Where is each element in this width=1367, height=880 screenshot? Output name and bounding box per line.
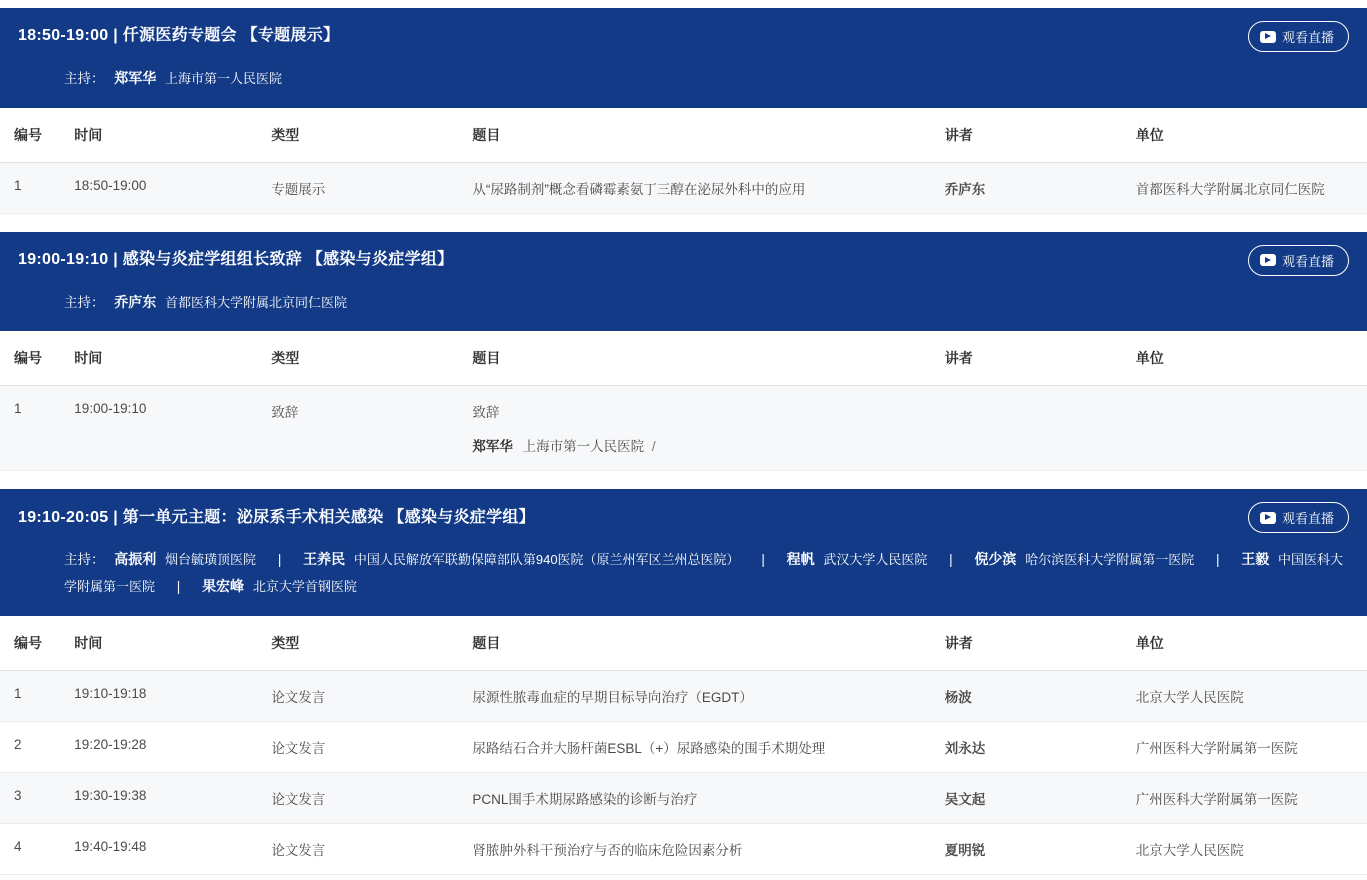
cell-no: 1 (0, 386, 60, 471)
chair-org: 上海市第一人民医院 (165, 71, 283, 86)
column-header-type: 类型 (261, 108, 462, 163)
cell-org: 北京大学人民医院 (1126, 823, 1367, 874)
chair-org: 北京大学首钢医院 (252, 579, 357, 595)
column-header-title: 题目 (462, 108, 934, 163)
chair-separator: | (1215, 552, 1220, 568)
session-chairs (0, 289, 1367, 332)
chair-name: 乔庐东 (114, 293, 157, 310)
cell-speaker: 杨波 (935, 670, 1126, 721)
session-block (0, 8, 1367, 214)
cell-speaker: 夏明锐 (935, 823, 1126, 874)
column-header-time: 时间 (60, 616, 261, 671)
column-header-no: 编号 (0, 331, 60, 386)
chair-org: 哈尔滨医科大学附属第一医院 (1025, 552, 1195, 568)
cell-type: 致辞 (261, 386, 462, 471)
cell-no: 3 (0, 772, 60, 823)
chair-name: 高振利 (114, 551, 157, 568)
cell-time: 19:40-19:48 (60, 823, 261, 874)
cell-org: 首都医科大学附属北京同仁医院 (1126, 162, 1367, 213)
table-header-row (0, 108, 1367, 163)
cell-time: 18:50-19:00 (60, 162, 261, 213)
chair-org: 首都医科大学附属北京同仁医院 (165, 294, 348, 310)
cell-no: 2 (0, 721, 60, 772)
session-title: 18:50-19:00 | 仟源医药专题会 【专题展示】 (18, 27, 340, 45)
table-row[interactable] (0, 386, 1367, 471)
cell-title: 尿路结石合并大肠杆菌ESBL（+）尿路感染的围手术期处理 (462, 721, 934, 772)
table-row[interactable] (0, 162, 1367, 213)
chair-name: 果宏峰 (202, 578, 245, 595)
chair-label: 主持： (64, 71, 105, 86)
session-table (0, 331, 1367, 471)
chair-name: 程帆 (786, 551, 815, 568)
watch-live-button[interactable] (1248, 502, 1349, 533)
table-row[interactable] (0, 721, 1367, 772)
cell-time: 19:00-19:10 (60, 386, 261, 471)
column-header-time: 时间 (60, 108, 261, 163)
cell-time: 19:20-19:28 (60, 721, 261, 772)
column-header-no: 编号 (0, 108, 60, 163)
chair-org: 中国医科大学附属第一医院 (64, 552, 1344, 595)
column-header-org: 单位 (1126, 108, 1367, 163)
cell-org: 北京大学人民医院 (1126, 670, 1367, 721)
cell-time: 19:30-19:38 (60, 772, 261, 823)
column-header-speaker: 讲者 (935, 616, 1126, 671)
sub-speaker-org: 上海市第一人民医院 (522, 439, 645, 455)
chair-separator: | (176, 579, 181, 595)
column-header-speaker: 讲者 (935, 331, 1126, 386)
cell-title: 从“尿路制剂”概念看磷霉素氨丁三醇在泌尿外科中的应用 (462, 162, 934, 213)
cell-no: 4 (0, 823, 60, 874)
chair-separator: | (277, 552, 282, 568)
chair-label: 主持： (64, 552, 105, 568)
table-row[interactable] (0, 772, 1367, 823)
session-chairs (0, 65, 1367, 108)
session-title: 19:00-19:10 | 感染与炎症学组组长致辞 【感染与炎症学组】 (18, 250, 454, 268)
column-header-org: 单位 (1126, 331, 1367, 386)
cell-type: 论文发言 (261, 823, 462, 874)
chair-label: 主持： (64, 294, 105, 310)
cell-title: 尿源性脓毒血症的早期目标导向治疗（EGDT） (462, 670, 934, 721)
play-icon (1260, 31, 1276, 43)
chair-name: 倪少滨 (974, 551, 1017, 568)
play-icon (1260, 512, 1276, 524)
cell-type: 论文发言 (261, 772, 462, 823)
cell-type: 专题展示 (261, 162, 462, 213)
chair-name: 王养民 (303, 551, 346, 568)
cell-org (1126, 386, 1367, 471)
cell-title: 肾脓肿外科干预治疗与否的临床危险因素分析 (462, 823, 934, 874)
session-header (0, 489, 1367, 615)
cell-title-group (462, 386, 934, 471)
watch-live-label: 观看直播 (1281, 253, 1334, 269)
session-table (0, 616, 1367, 875)
table-row[interactable] (0, 823, 1367, 874)
column-header-no: 编号 (0, 616, 60, 671)
session-header (0, 8, 1367, 108)
column-header-time: 时间 (60, 331, 261, 386)
cell-type: 论文发言 (261, 721, 462, 772)
cell-type: 论文发言 (261, 670, 462, 721)
session-header (0, 232, 1367, 332)
play-icon (1260, 254, 1276, 266)
table-header-row (0, 331, 1367, 386)
column-header-org: 单位 (1126, 616, 1367, 671)
watch-live-button[interactable] (1248, 21, 1349, 52)
sub-speaker-separator: / (651, 439, 656, 455)
cell-no: 1 (0, 162, 60, 213)
cell-title: 致辞 (472, 405, 500, 421)
cell-title: PCNL围手术期尿路感染的诊断与治疗 (462, 772, 934, 823)
chair-org: 武汉大学人民医院 (823, 552, 928, 568)
table-row[interactable] (0, 670, 1367, 721)
chair-org: 中国人民解放军联勤保障部队第940医院（原兰州军区兰州总医院） (353, 552, 740, 568)
cell-speaker: 刘永达 (935, 721, 1126, 772)
column-header-title: 题目 (462, 331, 934, 386)
chair-separator: | (949, 552, 953, 568)
table-header-row (0, 616, 1367, 671)
session-block (0, 489, 1367, 874)
chair-name: 郑军华 (114, 70, 157, 86)
session-block (0, 232, 1367, 472)
watch-live-label: 观看直播 (1281, 511, 1334, 527)
cell-title-subspeaker (472, 435, 924, 455)
watch-live-button[interactable] (1248, 245, 1349, 276)
chair-separator: | (761, 552, 765, 568)
cell-time: 19:10-19:18 (60, 670, 261, 721)
cell-speaker (935, 386, 1126, 471)
cell-org: 广州医科大学附属第一医院 (1126, 721, 1367, 772)
watch-live-label: 观看直播 (1281, 30, 1334, 45)
column-header-type: 类型 (261, 616, 462, 671)
cell-speaker: 吴文起 (935, 772, 1126, 823)
session-table (0, 108, 1367, 214)
cell-no: 1 (0, 670, 60, 721)
column-header-type: 类型 (261, 331, 462, 386)
column-header-speaker: 讲者 (935, 108, 1126, 163)
sub-speaker-name: 郑军华 (472, 439, 513, 455)
column-header-title: 题目 (462, 616, 934, 671)
session-chairs (0, 546, 1367, 615)
chair-name: 王毅 (1241, 551, 1270, 568)
session-title: 19:10-20:05 | 第一单元主题：泌尿系手术相关感染 【感染与炎症学组】 (18, 508, 535, 526)
chair-org: 烟台毓璜顶医院 (165, 552, 257, 568)
cell-speaker: 乔庐东 (935, 162, 1126, 213)
cell-org: 广州医科大学附属第一医院 (1126, 772, 1367, 823)
